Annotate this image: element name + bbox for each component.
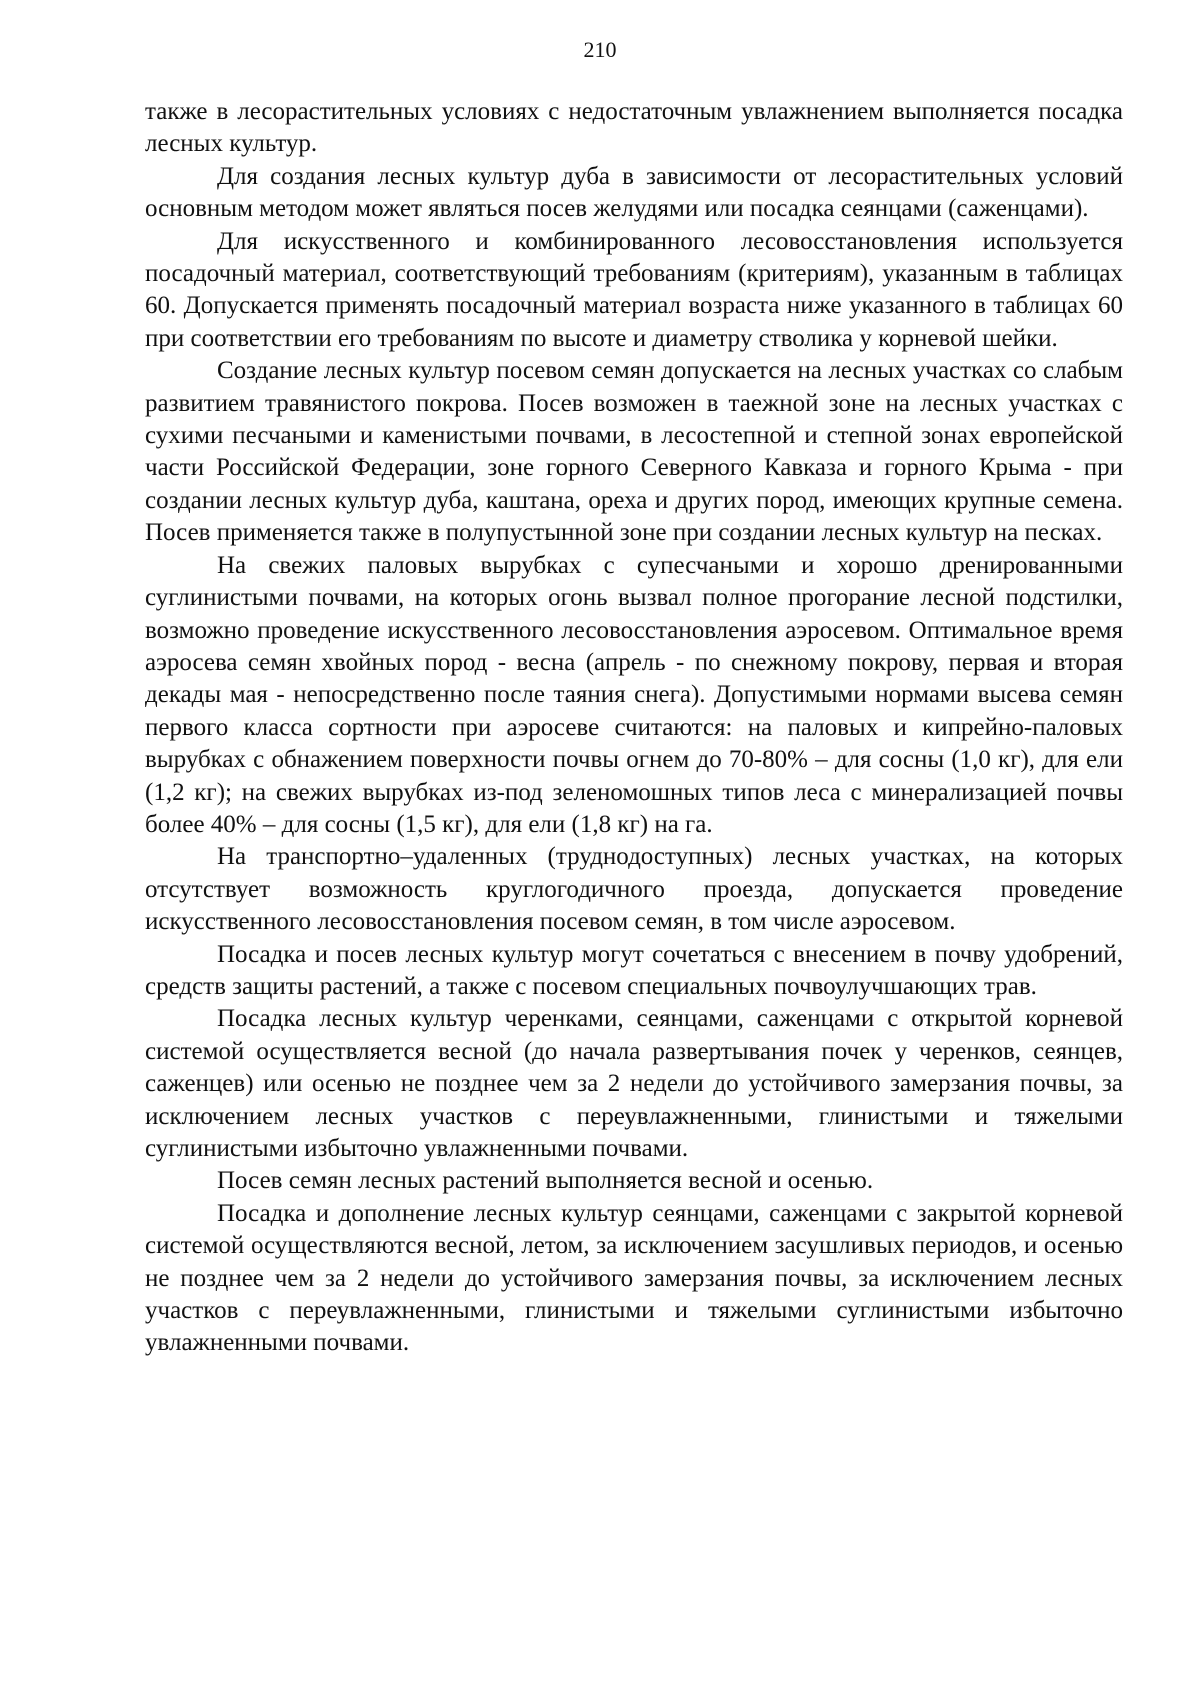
paragraph-planting-material: Для искусственного и комбинированного лесовосстановления используется посадочный материал, соответствующий требованиям (критериям), указанным в таблицах 60. Допускается применять посадочный материал возраста ниже указанного в таблицах 60 при соответствии его требованиям по высоте и диаметру стволика у корневой шейки. bbox=[145, 227, 1123, 352]
paragraph-seed-season: Посев семян лесных растений выполняется весной и осенью. bbox=[217, 1167, 874, 1195]
paragraph-seed-sowing: Создание лесных культур посевом семян допускается на лесных участках со слабым развитием травянистого покрова. Посев возможен в таежной зоне на лесных участках с сухими песчаными и каменистыми почвами, в лесостепной и степной зонах европейской части Российской Федерации, зоне горного Северного Кавказа и горного Крыма - при создании лесных культур дуба, каштана, ореха и других пород, имеющих крупные семена. Посев применяется также в полупустынной зоне при создании лесных культур на песках. bbox=[145, 357, 1123, 547]
paragraph-oak-cultures: Для создания лесных культур дуба в зависимости от лесорастительных условий основным методом может являться посев желудями или посадка сеянцами (саженцами). bbox=[145, 162, 1123, 223]
paragraph-open-root-planting: Посадка лесных культур черенками, сеянцами, саженцами с открытой корневой системой осуществляется весной (до начала развертывания почек у черенков, сеянцев, саженцев) или осенью не позднее чем за 2 недели до устойчивого замерзания почвы, за исключением лесных участков с переувлажненными, глинистыми и тяжелыми суглинистыми избыточно увлажненными почвами. bbox=[145, 1005, 1123, 1162]
paragraph-closed-root-planting: Посадка и дополнение лесных культур сеянцами, саженцами с закрытой корневой системой осуществляются весной, летом, за исключением засушливых периодов, и осенью не позднее чем за 2 недели до устойчивого замерзания почвы, за исключением лесных участков с переувлажненными, глинистыми и тяжелыми суглинистыми избыточно увлажненными почвами. bbox=[145, 1199, 1123, 1357]
paragraph-continuation: также в лесорастительных условиях с недостаточным увлажнением выполняется посадка лесных культур. bbox=[145, 98, 1123, 158]
body-text bbox=[145, 96, 1123, 1360]
page-number: 210 bbox=[583, 37, 617, 62]
paragraph-aerial-sowing: На свежих паловых вырубках с супесчаными и хорошо дренированными суглинистыми почвами, на которых огонь вызвал полное прогорание лесной подстилки, возможно проведение искусственного лесовосстановления аэросевом. Оптимальное время аэросева семян хвойных пород - весна (апрель - по снежному покрову, первая и вторая декады мая - непосредственно после таяния снега). Допустимыми нормами высева семян первого класса сортности при аэросеве считаются: на паловых и кипрейно-паловых вырубках с обнажением поверхности почвы огнем до 70-80% – для сосны (1,0 кг), для ели (1,2 кг); на свежих вырубках из-под зеленомошных типов леса с минерализацией почвы более 40% – для сосны (1,5 кг), для ели (1,8 кг) на га. bbox=[145, 551, 1123, 838]
paragraph-fertilizers: Посадка и посев лесных культур могут сочетаться с внесением в почву удобрений, средств защиты растений, а также с посевом специальных почвоулучшающих трав. bbox=[145, 940, 1123, 1000]
paragraph-remote-sites: На транспортно–удаленных (труднодоступных) лесных участках, на которых отсутствует возможность круглогодичного проезда, допускается проведение искусственного лесовосстановления посевом семян, в том числе аэросевом. bbox=[145, 843, 1123, 936]
